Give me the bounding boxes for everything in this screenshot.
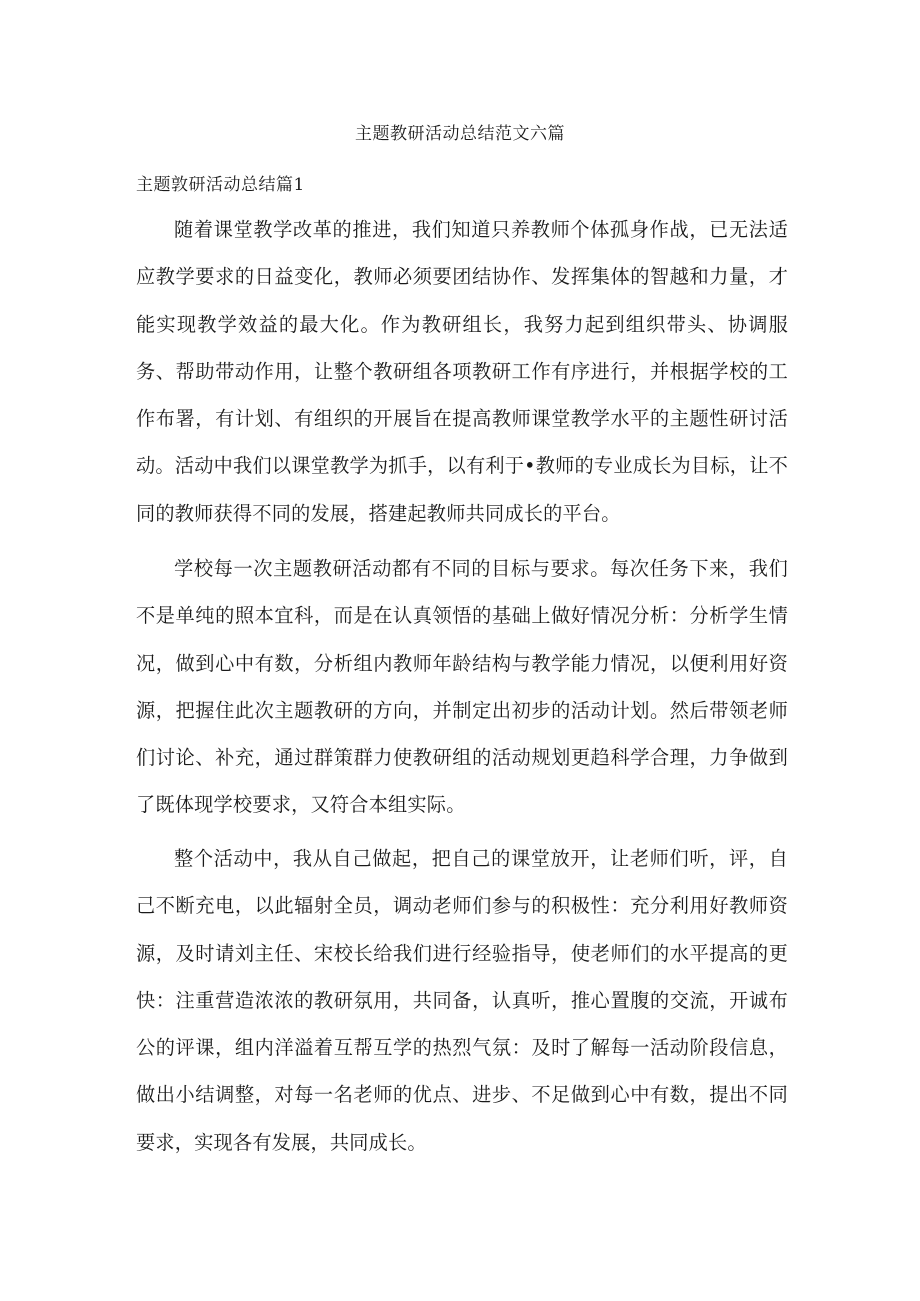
document-title: 主题教研活动总结范文六篇	[355, 124, 565, 144]
paragraph-2: 学校每一次主题教研活动都有不同的目标与要求。每次任务下来，我们不是单纯的照本宜科，而是在认真领悟的基础上做好情况分析：分析学生情况，做到心中有数，分析组内教师年龄结构与教学能力情况，以便利用好资源，把握住此次主题教研的方向，并制定出初步的活动计划。然后带领老师们讨论、补充，通过群策群力使教研组的活动规划更趋科学合理，力争做到了既体现学校要求，又符合本组实际。	[136, 557, 788, 817]
paragraph-1: 随着课堂教学改革的推进，我们知道只养教师个体孤身作战，已无法适应教学要求的日益变化，教师必须要团结协作、发挥集体的智越和力量，才能实现教学效益的最大化。作为教研组长，我努力起到组织带头、协调服务、帮助带动作用，让整个教研组各项教研工作有序进行，并根据学校的工作布署，有计划、有组织的开展旨在提高教师课堂教学水平的主题性研讨活动。活动中我们以课堂教学为抓手，以有利于•教师的专业成长为目标，让不同的教师获得不同的发展，搭建起教师共同成长的平台。	[136, 218, 788, 525]
paragraph-3: 整个活动中，我从自己做起，把自己的课堂放开，让老师们听，评，自己不断充电，以此辐射全员，调动老师们参与的积极性：充分利用好教师资源，及时请刘主任、宋校长给我们进行经验指导，使老师们的水平提高的更快：注重营造浓浓的教研氛用，共同备，认真听，推心置腹的交流，开诚布公的评课，组内洋溢着互帮互学的热烈气氛：及时了解每一活动阶段信息，做出小结调整，对每一名老师的优点、进步、不足做到心中有数，提出不同要求，实现各有发展，共同成长。	[136, 847, 788, 1154]
section-heading: 主题敦研活动总结篇1	[136, 175, 305, 195]
